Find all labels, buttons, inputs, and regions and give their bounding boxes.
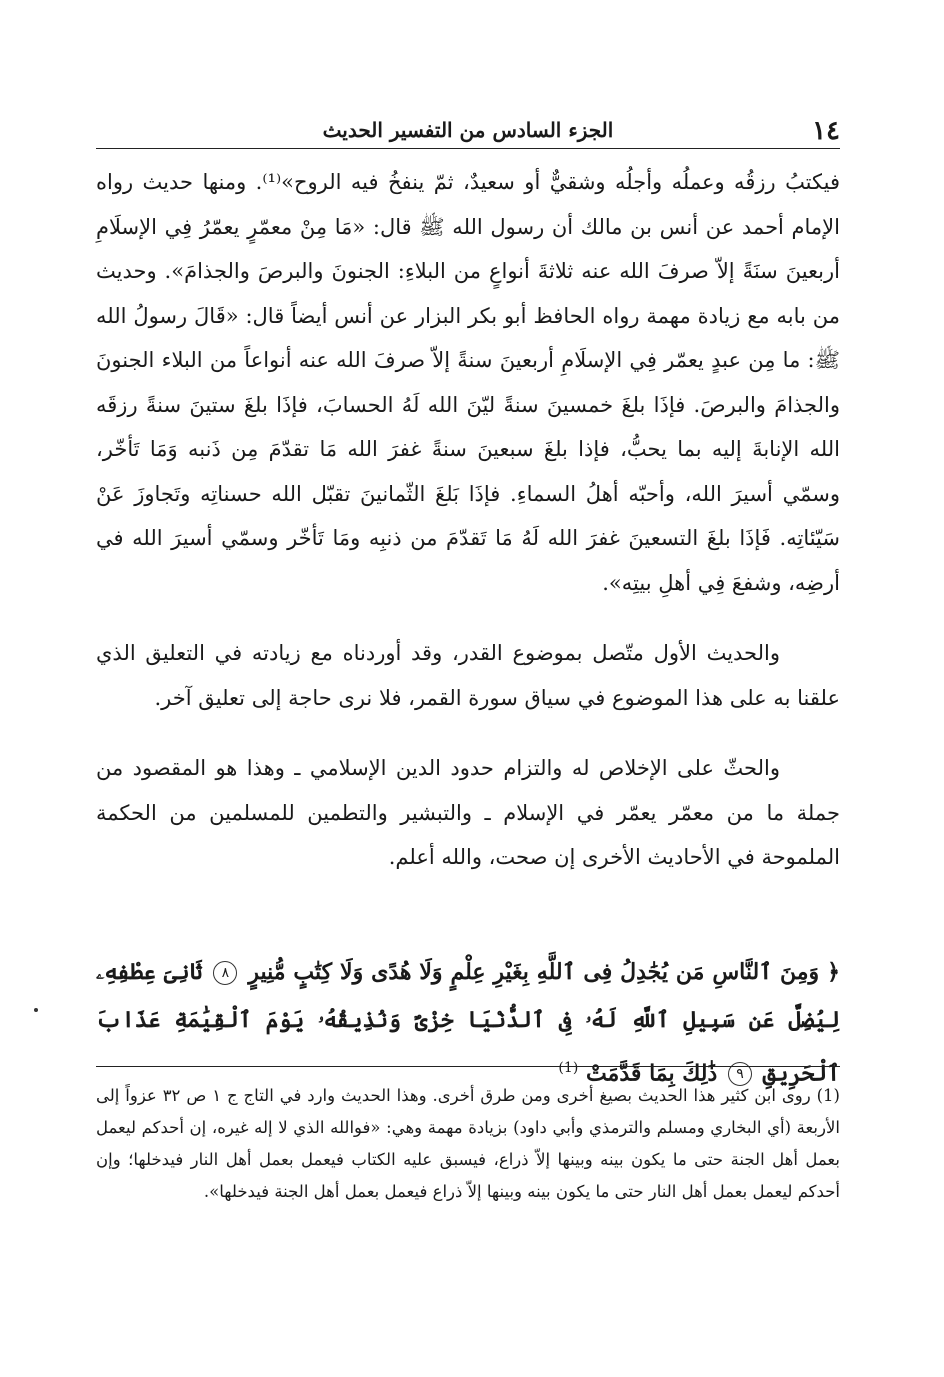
paragraph-commentary-2: والحثّ على الإخلاص له والتزام حدود الدين الإسلامي ـ وهذا هو المقصود من جملة ما من معمّر يعمّر في الإسلام ـ والتبشير والتطمين للمسلمين من الحكمة الملموحة في الأحاديث الأخرى إن صحت، والله أعلم. (96, 756, 840, 869)
paragraph-hadith: فيكتبُ رزقُه وعملُه وأجلُه وشقيٌّ أو سعيدٌ، ثمّ ينفخُ فيه الروح»⁽¹⁾. ومنها حديث رواه الإمام أحمد عن أنس بن مالك أن رسول الله ﷺ قال: «مَا مِنْ معمّرٍ يعمّرُ فِي الإسلَامِ أربعينَ سنَةً إلاّ صرفَ الله عنه ثلاثةَ أنواعٍ من البلاءِ: الجنونَ والبرصَ والجذامَ». وحديث من بابه مع زيادة مهمة رواه الحافظ أبو بكر البزار عن أنس أيضاً قال: «قَالَ رسولُ الله ﷺ: ما مِن عبدٍ يعمّر فِي الإسلَامِ أربعينَ سنةً إلاّ صرفَ الله عنه أنواعاً من البلاء الجنونَ والجذامَ والبرصَ. فإذَا بلغَ خمسينَ سنةً ليّنَ الله لَهُ الحسابَ، فإذَا بلغَ ستينَ سنةً رزقَه الله الإنابةَ إليه بما يحبُّ، فإذا بلغَ سبعينَ سنةً غفرَ الله مَا تقدّمَ مِن ذَنبه وَمَا تَأخّر، وسمّي أسيرَ الله، وأحبّه أهلُ السماءِ. فإذَا بَلغَ الثّمانينَ تقبّل الله حسناتِه وتَجاوزَ عَنْ سَيّئاتِه. فَإذَا بلغَ التسعينَ غفرَ الله لَهُ مَا تَقدّمَ من ذنبِه ومَا تَأخّر وسمّي أسيرَ الله في أرضِه، وشفعَ فِي أهلِ بيتِه». (96, 170, 840, 595)
paragraph-commentary-1: والحديث الأول متّصل بموضوع القدر، وقد أوردناه مع زيادته في التعليق الذي علقنا به على هذا الموضوع في سياق سورة القمر، فلا نرى حاجة إلى تعليق آخر. (96, 641, 840, 710)
ayah-number-8: ٨ (213, 961, 237, 985)
ayah-number-9: ٩ (728, 1062, 752, 1086)
quran-open-bracket: ﴿ (827, 959, 840, 985)
quran-verse-9: ثَانِىَ عِطْفِهِۦ لِيُضِلَّ عَن سَبِيلِ ٱللَّهِ لَهُۥ فِى ٱلدُّنْيَا خِزْىٌ وَنُذِيقُهُۥ يَوْمَ ٱلْقِيَٰمَةِ عَذَابَ ٱلْحَرِيقِ (96, 959, 840, 1087)
footnote (96, 1080, 840, 1208)
footnote-marker: (1) (816, 1086, 840, 1105)
running-title: الجزء السادس من التفسير الحديث (322, 118, 614, 142)
quran-verse-8: وَمِنَ ٱلنَّاسِ مَن يُجَٰدِلُ فِى ٱللَّهِ بِغَيْرِ عِلْمٍ وَلَا هُدًى وَلَا كِتَٰبٍ مُّنِيرٍ (248, 959, 820, 985)
footnote-divider (96, 1066, 840, 1067)
quran-verse-10-start: ذَٰلِكَ بِمَا قَدَّمَتْ (585, 1060, 718, 1087)
footnote-reference: (1) (558, 1060, 579, 1076)
page-number: ١٤ (812, 116, 840, 146)
quran-verse-block (96, 948, 840, 1097)
page-header (96, 112, 840, 149)
footnote-text: روى ابن كثير هذا الحديث بصيغ أخرى ومن طرق أخرى. وهذا الحديث وارد في التاج ج ١ ص ٣٢ عزواً إلى الأربعة (أي البخاري ومسلم والترمذي وأبي داود) بزيادة مهمة وهي: «فوالله الذي لا إله غيره، إن أحدكم ليعمل بعمل أهل الجنة حتى ما يكون بينه وبينها إلاّ ذراع، فيسبق عليه الكتاب فيعمل بعمل أهل النار فيدخلها؛ وإن أحدكم ليعمل بعمل أهل النار حتى ما يكون بينه وبينها إلاّ ذراع فيعمل بعمل أهل الجنة فيدخلها». (96, 1086, 840, 1201)
main-text (96, 160, 840, 880)
stray-mark (34, 1008, 38, 1012)
